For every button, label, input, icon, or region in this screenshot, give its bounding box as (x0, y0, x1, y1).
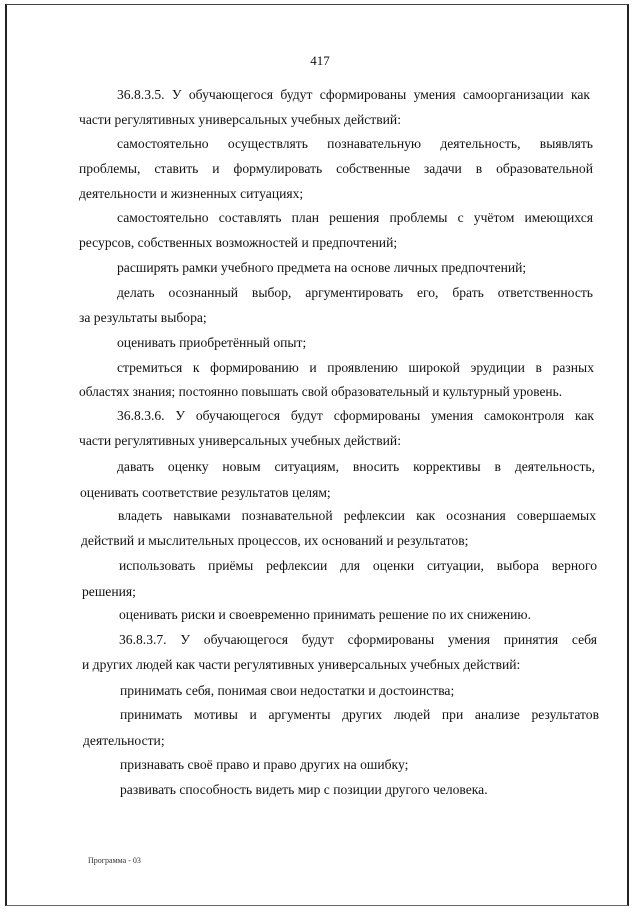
text-line: признавать своё право и право других на ошибку; (120, 757, 409, 772)
text-line: делать осознанный выбор, аргументировать его, брать ответственность (117, 285, 593, 300)
text-line: оценивать риски и своевременно принимать решение по их снижению. (119, 607, 531, 622)
text-line: принимать мотивы и аргументы других людей при анализе результатов (120, 707, 599, 722)
text-line: оценивать приобретённый опыт; (117, 335, 307, 350)
text-line: решения; (82, 584, 136, 599)
text-line: деятельности и жизненных ситуациях; (79, 186, 304, 201)
text-line: за результаты выбора; (79, 310, 207, 325)
text-line: областях знания; постоянно повышать свой образовательный и культурный уровень. (79, 384, 563, 399)
text-line: ресурсов, собственных возможностей и предпочтений; (79, 235, 398, 250)
text-line: действий и мыслительных процессов, их оснований и результатов; (81, 533, 469, 548)
text-line: давать оценку новым ситуациям, вносить коррективы в деятельность, (117, 459, 595, 474)
text-line: самостоятельно составлять план решения проблемы с учётом имеющихся (117, 210, 593, 225)
text-line: владеть навыками познавательной рефлексии как осознания совершаемых (118, 508, 596, 523)
text-line: развивать способность видеть мир с позиции другого человека. (120, 782, 488, 797)
text-line: оценивать соответствие результатов целям; (80, 485, 331, 500)
text-line: принимать себя, понимая свои недостатки и достоинства; (120, 683, 455, 698)
text-line: проблемы, ставить и формулировать собственные задачи в образовательной (79, 161, 593, 176)
text-line: использовать приёмы рефлексии для оценки ситуации, выбора верного (119, 558, 597, 573)
text-line: самостоятельно осуществлять познавательную деятельность, выявлять (117, 136, 593, 151)
text-line: части регулятивных универсальных учебных действий: (79, 433, 401, 448)
text-line: части регулятивных универсальных учебных действий: (79, 112, 401, 127)
text-line: и других людей как части регулятивных универсальных учебных действий: (82, 657, 521, 672)
text-line: деятельности; (83, 733, 165, 748)
page-number: 417 (310, 53, 330, 68)
footer-label: Программа - 03 (88, 856, 141, 865)
text-line: 36.8.3.5. У обучающегося будут сформированы умения самоорганизации как (117, 87, 590, 102)
text-line: расширять рамки учебного предмета на основе личных предпочтений; (117, 260, 527, 275)
text-line: 36.8.3.7. У обучающегося будут сформированы умения принятия себя (119, 632, 597, 647)
text-line: 36.8.3.6. У обучающегося будут сформированы умения самоконтроля как (117, 408, 594, 423)
text-line: стремиться к формированию и проявлению широкой эрудиции в разных (117, 360, 594, 375)
